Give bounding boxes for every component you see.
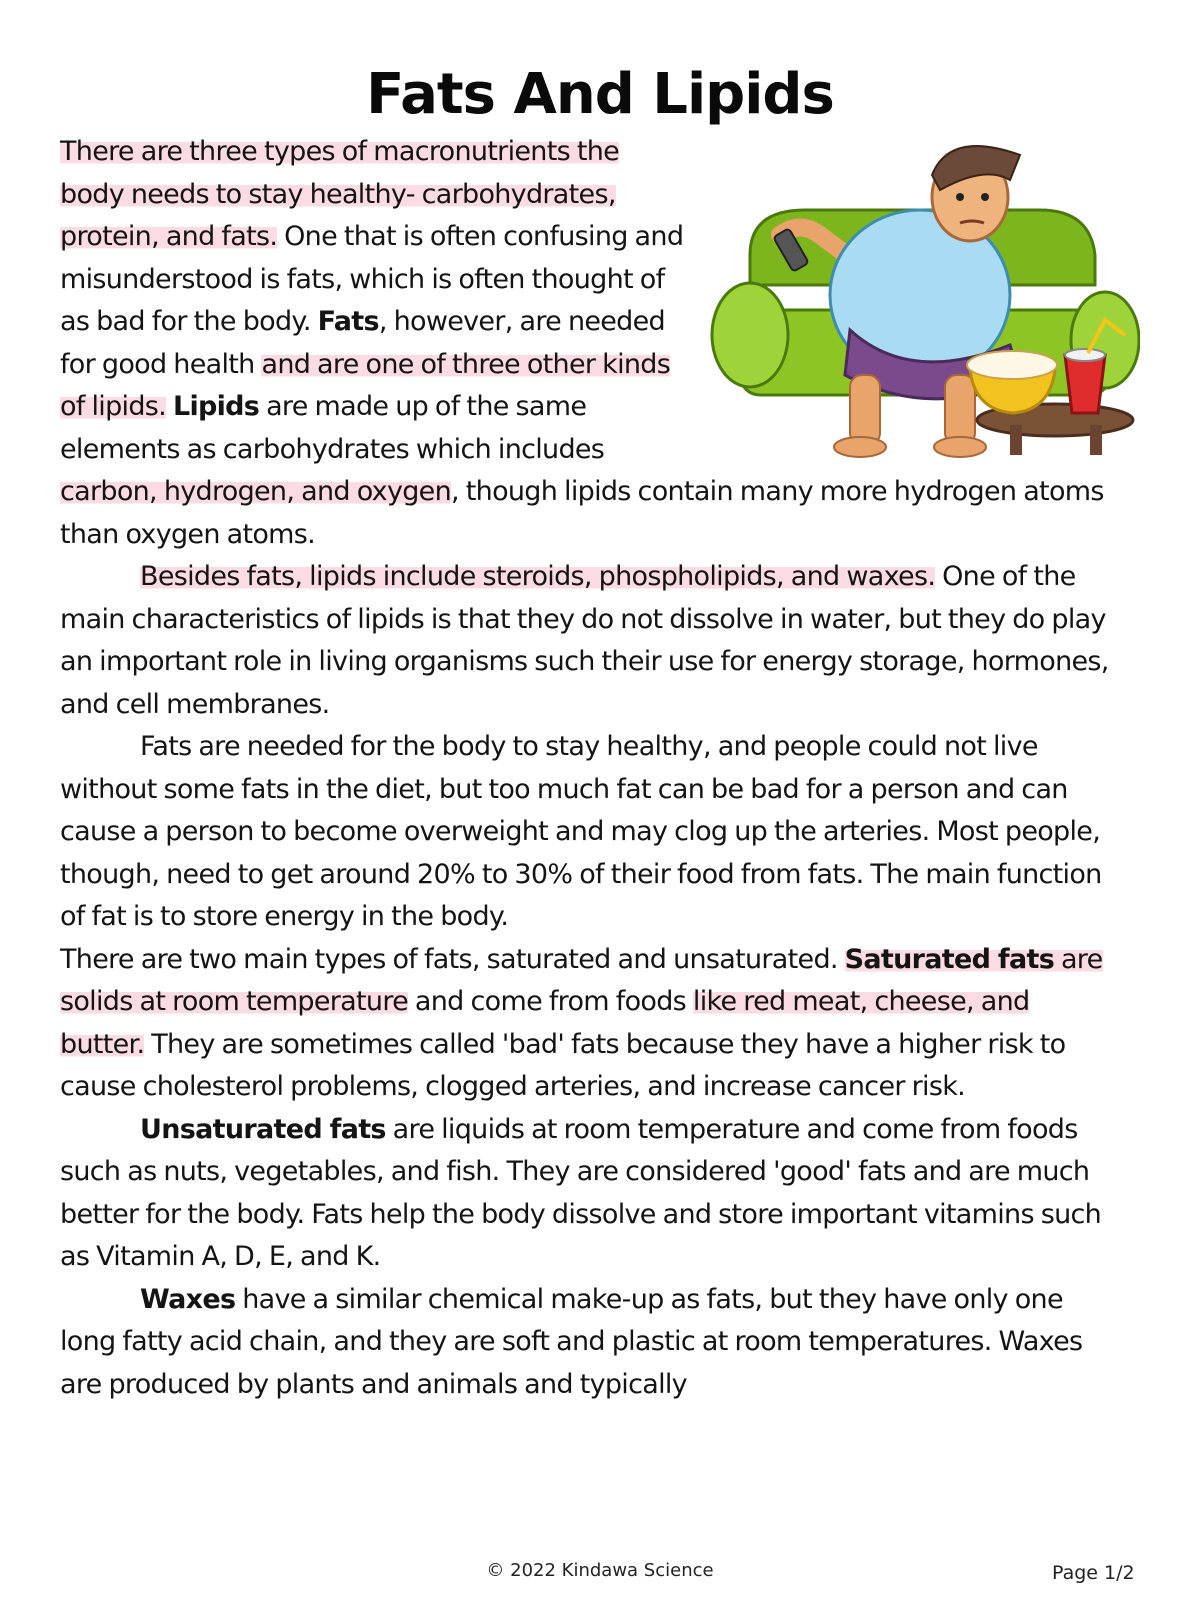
highlighted-text: carbon, hydrogen, and oxygen	[60, 476, 451, 507]
highlighted-text: There are three types of macronutrients the body needs to stay healthy- carbohydrates, protein, and fats.	[60, 136, 620, 252]
text-run: have a similar chemical make-up as fats, but they have only one long fatty acid chain, and they are soft and plastic at room temperatures. Waxes are produced by plants and animals and typically	[60, 1283, 1083, 1400]
text-run: One of the main characteristics of lipids is that they do not dissolve in water, but they do play an important role in living organisms such their use for energy storage, hormones, and cell membranes.	[60, 561, 1109, 720]
document-body	[60, 131, 1120, 1406]
bold-term: Unsaturated fats	[140, 1113, 386, 1145]
highlighted-text: and are one of three other kinds of lipids.	[60, 348, 671, 422]
text-run: , though lipids contain many more hydrogen atoms than oxygen atoms.	[60, 476, 1104, 550]
paragraph-p4	[60, 939, 1120, 1109]
text-run: , however, are needed for good health	[60, 306, 665, 380]
paragraph-p2	[60, 556, 1120, 726]
man-on-couch-illustration	[710, 135, 1140, 465]
text-run: and come from foods	[408, 986, 693, 1017]
paragraph-p5	[60, 1109, 1120, 1279]
highlighted-text: Saturated fats	[844, 943, 1055, 975]
highlighted-text: Besides fats, lipids include steroids, phospholipids, and waxes.	[140, 561, 936, 592]
paragraph-p6	[60, 1279, 1120, 1407]
page-number: Page 1/2	[1052, 1562, 1135, 1584]
bold-term: Fats	[317, 306, 379, 337]
text-run	[166, 391, 173, 422]
text-run: One that is often confusing and misunderstood is fats, which is often thought of as bad for the body.	[60, 221, 684, 337]
text-run: They are sometimes called 'bad' fats because they have a higher risk to cause cholesterol problems, clogged arteries, and increase cancer risk.	[60, 1028, 1066, 1102]
bold-term: Waxes	[140, 1283, 236, 1315]
bold-term: Lipids	[172, 391, 260, 422]
text-run: are made up of the same elements as carbohydrates which includes	[60, 391, 605, 465]
page-title: Fats And Lipids	[366, 61, 834, 127]
text-run: Fats are needed for the body to stay healthy, and people could not live without some fats in the diet, but too much fat can be bad for a person and can cause a person to become overweight and may clog up the arteries. Most people, though, need to get around 20% to 30% of their food from fats. The main function of fat is to store energy in the body.	[60, 731, 1102, 932]
text-run: There are two main types of fats, saturated and unsaturated.	[60, 943, 845, 975]
highlighted-text: like red meat, cheese, and butter.	[60, 986, 1030, 1060]
highlighted-text: are solids at room temperature	[60, 943, 1103, 1017]
text-run: are liquids at room temperature and come from foods such as nuts, vegetables, and fish. They are considered 'good' fats and are much better for the body. Fats help the body dissolve and store important vitamins such as Vitamin A, D, E, and K.	[60, 1113, 1102, 1272]
paragraph-p3	[60, 726, 1120, 939]
footer-copyright: © 2022 Kindawa Science	[486, 1560, 714, 1581]
